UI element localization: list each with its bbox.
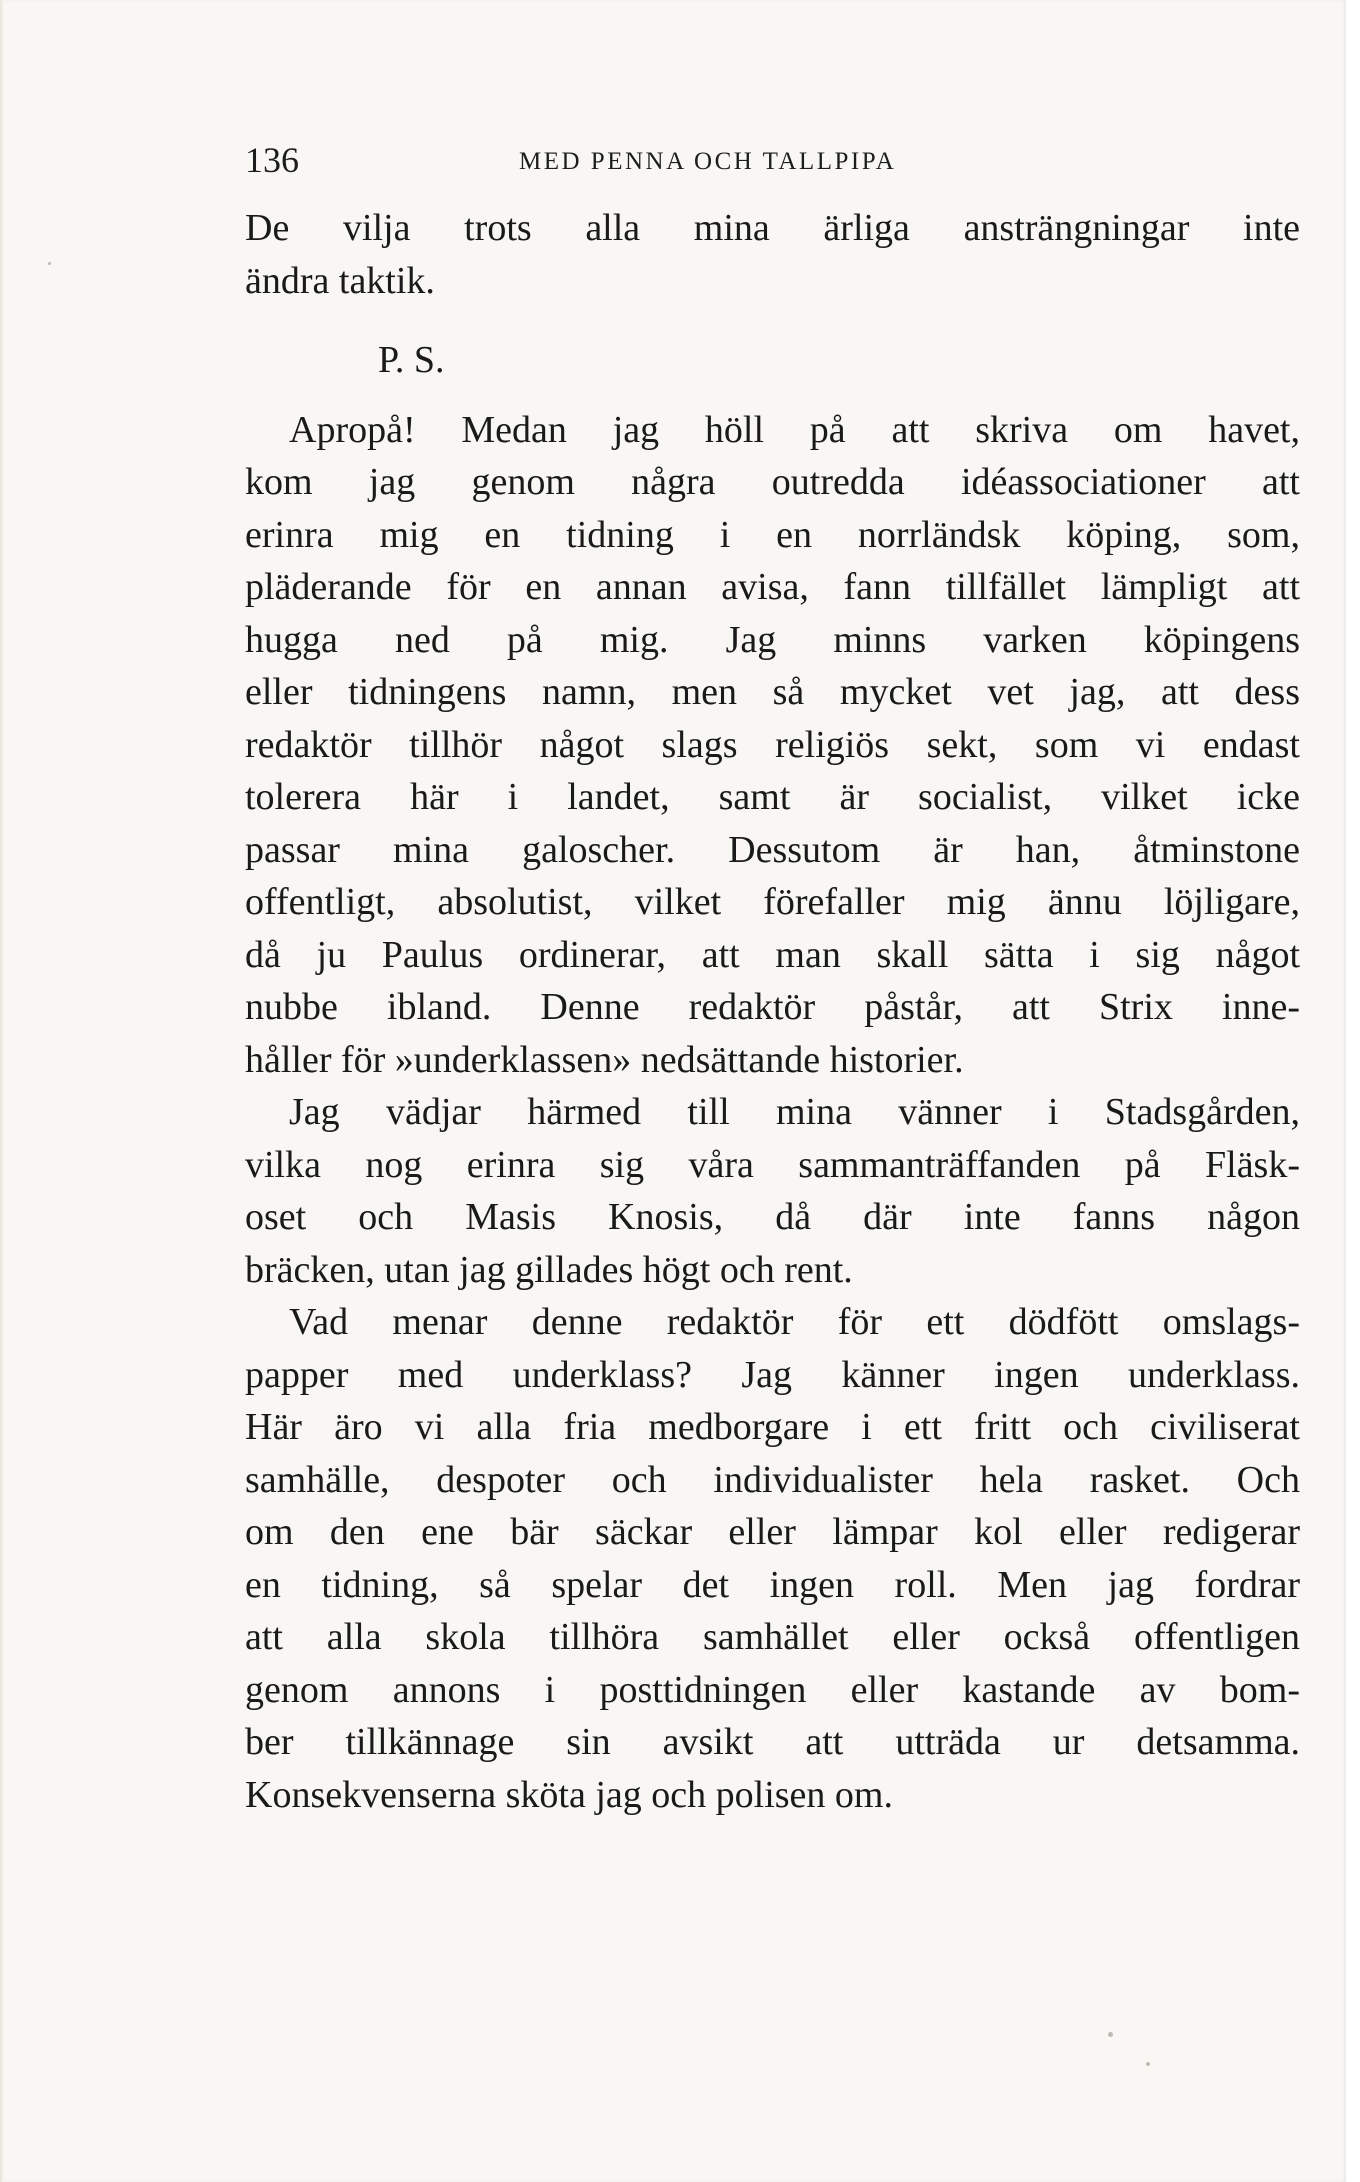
- text-line: håller för »underklassen» nedsättande historier.: [245, 1038, 964, 1081]
- text-line: passar mina galoscher. Dessutom är han, åtminstone: [245, 828, 1300, 871]
- running-title: MED PENNA OCH TALLPIPA: [519, 148, 897, 175]
- text-line: genom annons i posttidningen eller kastande av bom-: [245, 1668, 1300, 1711]
- text-line: kom jag genom några outredda idéassociationer att: [245, 461, 1300, 503]
- text-line: De vilja trots alla mina ärliga ansträngningar inte: [245, 207, 1300, 249]
- text-line: offentligt, absolutist, vilket förefaller mig ännu löjligare,: [245, 881, 1300, 923]
- text-line: att alla skola tillhöra samhället eller också offentligen: [245, 1616, 1300, 1658]
- text-line: ber tillkännage sin avsikt att utträda ur detsamma.: [245, 1721, 1300, 1763]
- text-line: tolerera här i landet, samt är socialist, vilket icke: [245, 776, 1300, 818]
- text-line: ändra taktik.: [245, 259, 435, 302]
- paper-speck: [1108, 2032, 1113, 2037]
- page-number: 136: [245, 140, 299, 180]
- text-line: oset och Masis Knosis, då där inte fanns någon: [245, 1196, 1300, 1238]
- text-line: eller tidningens namn, men så mycket vet jag, att dess: [245, 671, 1300, 713]
- text-line: vilka nog erinra sig våra sammanträffanden på Fläsk-: [245, 1143, 1300, 1186]
- text-line: pläderande för en annan avisa, fann tillfället lämpligt att: [245, 566, 1300, 608]
- text-line: Vad menar denne redaktör för ett dödfött omslags-: [289, 1301, 1300, 1343]
- text-line: Apropå! Medan jag höll på att skriva om havet,: [289, 408, 1300, 451]
- text-line: Här äro vi alla fria medborgare i ett fritt och civiliserat: [245, 1406, 1300, 1448]
- page-header: [245, 138, 1300, 188]
- text-line: samhälle, despoter och individualister hela rasket. Och: [245, 1458, 1300, 1501]
- text-line: Konsekvenserna sköta jag och polisen om.: [245, 1773, 893, 1816]
- text-line: bräcken, utan jag gillades högt och rent.: [245, 1248, 853, 1291]
- paper-speck: [48, 262, 51, 265]
- text-line: Jag vädjar härmed till mina vänner i Stadsgården,: [289, 1091, 1300, 1133]
- text-line: om den ene bär säckar eller lämpar kol eller redigerar: [245, 1511, 1300, 1553]
- page-edge: [0, 0, 4, 2182]
- text-line: hugga ned på mig. Jag minns varken köpingens: [245, 618, 1300, 661]
- postscript-heading: P. S.: [378, 339, 445, 381]
- text-line: en tidning, så spelar det ingen roll. Men jag fordrar: [245, 1563, 1300, 1606]
- text-line: redaktör tillhör något slags religiös sekt, som vi endast: [245, 723, 1300, 766]
- text-line: då ju Paulus ordinerar, att man skall sätta i sig något: [245, 933, 1300, 976]
- body-text: [245, 202, 1300, 1821]
- text-line: nubbe ibland. Denne redaktör påstår, att Strix inne-: [245, 986, 1300, 1028]
- text-line: papper med underklass? Jag känner ingen underklass.: [245, 1353, 1300, 1396]
- paper-speck: [1146, 2062, 1150, 2066]
- text-line: erinra mig en tidning i en norrländsk köping, som,: [245, 513, 1300, 556]
